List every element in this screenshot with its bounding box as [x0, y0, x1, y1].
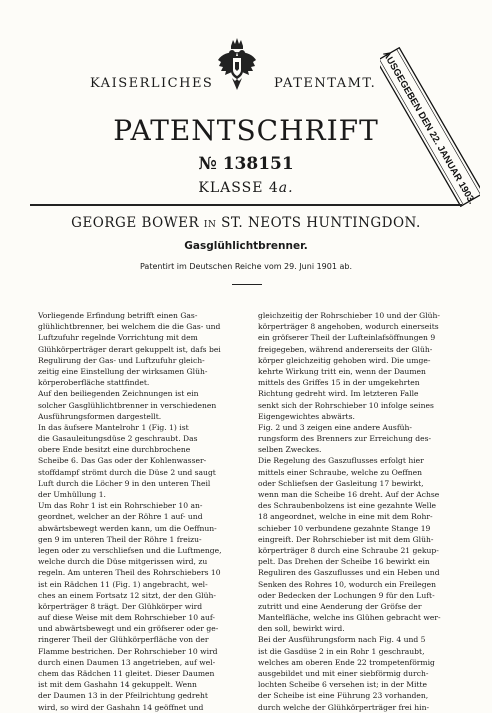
- body-text-line: welche durch die Düse mitgerissen wird, zu: [38, 557, 208, 567]
- body-text-line: oder Bedecken der Lochungen 9 für den Luft-: [258, 590, 435, 600]
- body-text-line: Senken des Rohres 10, wodurch ein Freilegen: [258, 579, 436, 589]
- body-text-line: wird, so wird der Gashahn 14 geöffnet und: [38, 702, 204, 712]
- body-text-line: mittels des Griffes 15 in der umgekehrten: [258, 378, 420, 388]
- body-text-line: ches an einem Fortsatz 12 sitzt, der den Glüh-: [38, 590, 216, 600]
- body-text-line: körperträger 8 trägt. Der Glühkörper wird: [38, 601, 203, 611]
- body-text-line: ringerer Theil der Glühkörperfläche von der: [38, 635, 209, 645]
- invention-title: Gasglühlichtbrenner.: [184, 240, 308, 252]
- body-text-line: Luft durch die Löcher 9 in den unteren Theil: [38, 478, 211, 488]
- body-text-line: Die Regelung des Gaszuflusses erfolgt hier: [258, 456, 424, 466]
- body-text-line: geordnet, welcher an der Röhre 1 auf- und: [38, 512, 203, 522]
- body-text-line: stoffdampf strömt durch die Düse 2 und saugt: [38, 467, 216, 477]
- body-text-line: wenn man die Scheibe 16 dreht. Auf der Achse: [258, 490, 440, 499]
- body-text-line: Bei der Ausführungsform nach Fig. 4 und 5: [258, 635, 426, 645]
- body-rule: [232, 284, 262, 285]
- body-text-line: Reguliren des Gaszuflusses und ein Heben und: [258, 568, 440, 578]
- body-text-line: pelt. Das Drehen der Scheibe 16 bewirkt ein: [258, 557, 430, 567]
- body-text-line: regeln. Am unteren Theil des Rohrschiebers 10: [38, 568, 221, 578]
- body-text-line: Regulirung der Gas- und Luftzufuhr gleich-: [38, 355, 205, 365]
- body-text-line: ausgebildet und mit einer siebförmig durch-: [258, 669, 429, 678]
- body-text-line: Flamme bestrichen. Der Rohrschieber 10 wird: [38, 646, 218, 656]
- body-text-line: eingreift. Der Rohrschieber ist mit dem Glüh-: [258, 534, 434, 544]
- body-text-line: lochten Scheibe 6 versehen ist; in der Mitte: [258, 680, 428, 690]
- body-column-left: [38, 310, 240, 713]
- body-text-line: mittels einer Schraube, welche zu Oeffnen: [258, 467, 423, 477]
- body-text-line: ist ein Rädchen 11 (Fig. 1) angebracht, wel-: [38, 579, 208, 589]
- body-text-line: ist mit dem Gashahn 14 gekuppelt. Wenn: [38, 680, 197, 690]
- body-text-line: solcher Gasglühlichtbrenner in verschiedenen: [38, 400, 217, 410]
- patent-number: № 138151: [198, 154, 294, 174]
- body-text-line: obere Ende besitzt eine durchbrochene: [38, 445, 191, 455]
- body-text-line: kehrte Wirkung tritt ein, wenn der Daumen: [258, 366, 426, 376]
- office-right: PATENTAMT.: [274, 76, 377, 91]
- in-word: IN: [203, 220, 217, 230]
- body-text-line: selben Zweckes.: [258, 445, 322, 455]
- klasse-suffix: a.: [278, 180, 294, 196]
- klasse-line: [0, 180, 492, 196]
- body-text-line: welches am oberen Ende 22 trompetenförmig: [258, 657, 435, 667]
- body-text-line: legen oder zu verschliefsen und die Luftmenge,: [38, 545, 222, 555]
- body-text-line: Ausführungsformen dargestellt.: [38, 411, 162, 421]
- body-column-right: [258, 310, 458, 713]
- body-text-line: schieber 10 verbundene gezahnte Stange 19: [258, 523, 431, 533]
- body-text-line: zutritt und eine Aenderung der Gröfse der: [258, 601, 422, 611]
- inventor-location: ST. NEOTS HUNTINGDON.: [221, 215, 421, 231]
- body-text-line: Glühkörperträger derart gekuppelt ist, dafs bei: [38, 344, 221, 354]
- body-text-line: ist die Gasdüse 2 in ein Rohr 1 geschraubt,: [258, 646, 425, 656]
- body-text-line: körper gleichzeitig gehoben wird. Die umge-: [258, 355, 431, 365]
- body-text-line: körperträger 8 durch eine Schraube 21 gekup-: [258, 545, 439, 555]
- body-text-line: der Umhüllung 1.: [38, 490, 106, 499]
- office-left: KAISERLICHES: [90, 76, 214, 91]
- body-text-line: Richtung gedreht wird. Im letzteren Falle: [258, 389, 419, 399]
- body-text-line: freigegeben, während andererseits der Glüh-: [258, 344, 433, 354]
- klasse-label: KLASSE 4: [198, 180, 279, 196]
- body-text-line: Auf den beiliegenden Zeichnungen ist ein: [38, 389, 199, 399]
- stamp-text: AUSGEGEBEN DEN 22. JANUAR 1903.: [380, 49, 478, 207]
- body-text-line: der Scheibe ist eine Führung 23 vorhanden,: [258, 691, 429, 701]
- header-rule: [30, 204, 462, 206]
- body-text-line: die Gasauleitungsdüse 2 geschraubt. Das: [38, 434, 198, 444]
- body-text-line: Eigengewichtes abwärts.: [258, 411, 355, 421]
- body-text-line: senkt sich der Rohrschieber 10 infolge seines: [258, 400, 434, 410]
- patented-date: Patentirt im Deutschen Reiche vom 29. Juni 1901 ab.: [139, 262, 353, 271]
- body-text-line: abwärtsbewegt werden kann, um die Oeffnun-: [38, 523, 217, 533]
- inventor-line: [0, 215, 492, 231]
- body-text-line: In das äufsere Mantelrohr 1 (Fig. 1) ist: [38, 422, 189, 432]
- body-text-line: und abwärtsbewegt und ein gröfserer oder ge-: [38, 624, 219, 634]
- body-text-line: den soll, bewirkt wird.: [258, 624, 345, 634]
- body-text-line: chem das Rädchen 11 gleitet. Dieser Daumen: [38, 669, 215, 678]
- imperial-eagle-icon: [218, 38, 256, 90]
- body-text-line: auf diese Weise mit dem Rohrschieber 10 auf-: [38, 613, 215, 623]
- body-text-line: Fig. 2 und 3 zeigen eine andere Ausfüh-: [258, 422, 412, 432]
- body-text-line: 18 angeordnet, welche in eine mit dem Rohr-: [258, 512, 433, 522]
- body-text-line: Scheibe 6. Das Gas oder der Kohlenwasser-: [38, 456, 207, 466]
- inventor-name: GEORGE BOWER: [71, 215, 200, 231]
- body-text-line: körperträger 8 angehoben, wodurch einerseits: [258, 322, 439, 332]
- body-text-line: Vorliegende Erfindung betrifft einen Gas-: [38, 311, 198, 320]
- body-text-line: rungsform des Brenners zur Erreichung des-: [258, 434, 432, 444]
- body-text-line: glühlichtbrenner, bei welchem die die Gas- und: [38, 322, 221, 332]
- body-text-line: der Daumen 13 in der Pfeilrichtung gedreht: [38, 691, 208, 701]
- body-text-line: Um das Rohr 1 ist ein Rohrschieber 10 an-: [38, 501, 203, 511]
- body-text-line: zeitig eine Einstellung der wirksamen Glüh-: [38, 366, 208, 376]
- body-text-line: durch einen Daumen 13 angetrieben, auf wel-: [38, 657, 216, 667]
- body-text-line: gen 9 im unteren Theil der Röhre 1 freizu-: [38, 534, 202, 544]
- body-text-line: durch welche der Glühkörperträger frei hin-: [258, 702, 430, 712]
- body-text-line: oder Schliefsen der Gasleitung 17 bewirkt,: [258, 478, 424, 488]
- body-text-line: Luftzufuhr regelnde Vorrichtung mit dem: [38, 333, 198, 343]
- body-text-line: körperoberfläche stattfindet.: [38, 378, 150, 388]
- doc-type-title: PATENTSCHRIFT: [113, 114, 379, 147]
- body-text-line: ein gröfserer Theil der Lufteinlafsöffnungen 9: [258, 333, 436, 343]
- body-text-line: gleichzeitig der Rohrschieber 10 und der Glüh-: [258, 311, 440, 320]
- body-text-line: des Schraubenbolzens ist eine gezahnte Welle: [258, 501, 437, 511]
- body-text-line: Mantelfläche, welche ins Glühen gebracht wer-: [258, 613, 441, 623]
